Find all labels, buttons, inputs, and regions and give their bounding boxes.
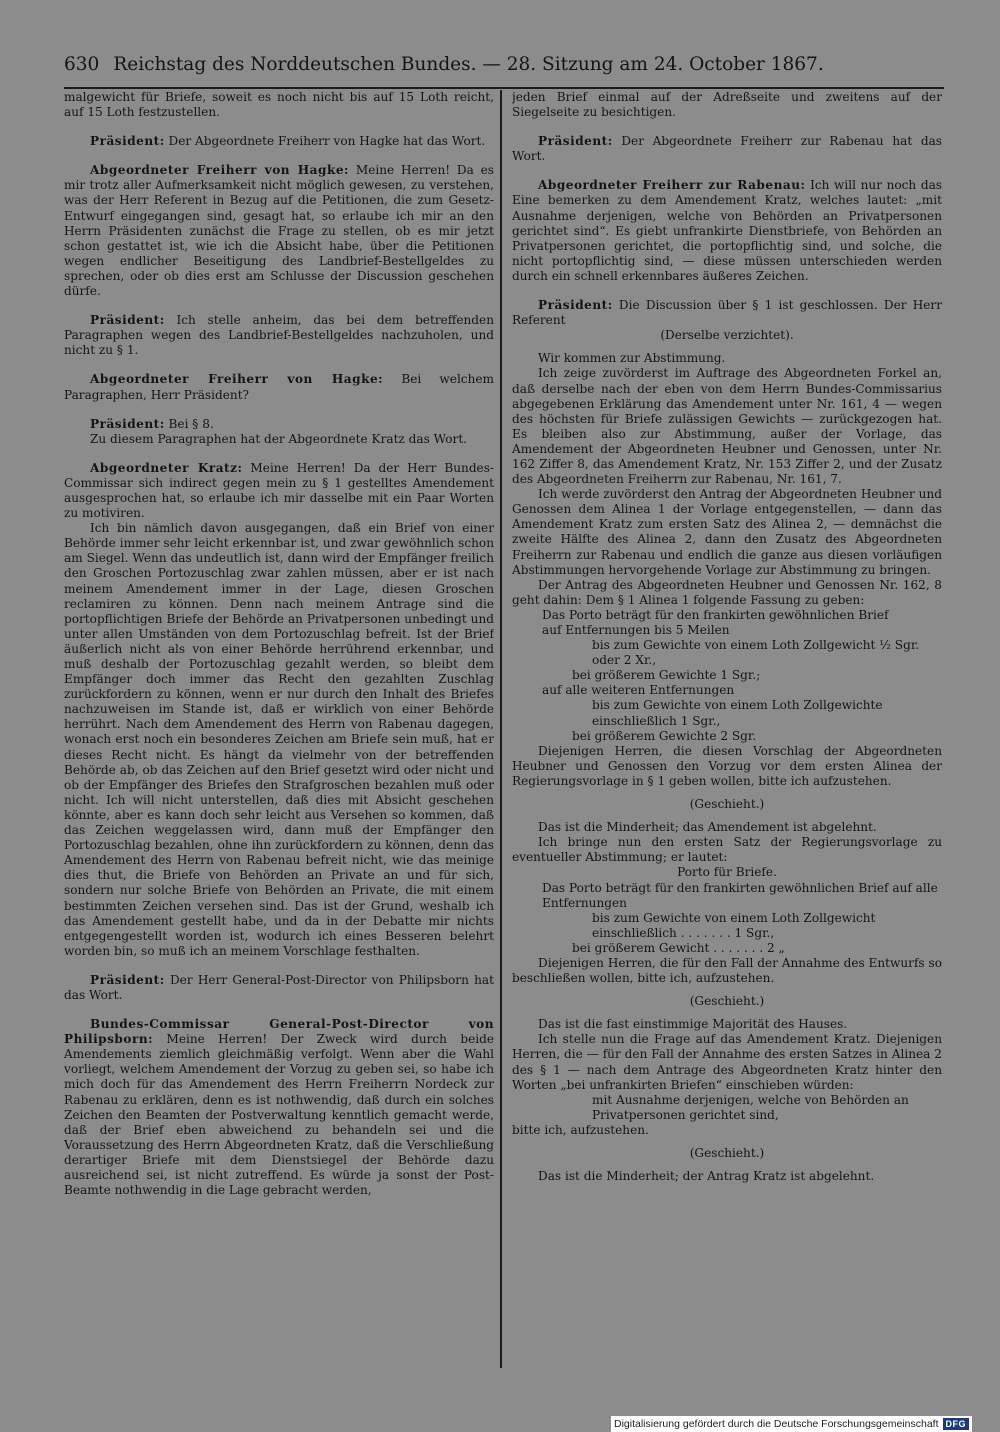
paragraph <box>64 461 494 521</box>
paragraph-text: bis zum Gewichte von einem Loth Zollgewicht einschließlich . . . . . . . 1 Sgr., <box>592 910 876 940</box>
paragraph <box>512 683 942 698</box>
paragraph <box>512 698 942 728</box>
speaker-name: Präsident: <box>538 298 613 313</box>
paragraph-text: Der Abgeordnete Freiherr zur Rabenau hat das Wort. <box>512 134 942 164</box>
paragraph <box>64 417 494 432</box>
paragraph-text: bei größerem Gewichte 1 Sgr.; <box>572 668 761 683</box>
paragraph <box>64 372 494 402</box>
paragraph-text: Das Porto beträgt für den frankirten gewöhnlichen Brief auf alle Entfernungen <box>542 880 938 910</box>
paragraph <box>512 90 942 120</box>
paragraph <box>512 623 942 638</box>
paragraph <box>512 729 942 744</box>
paragraph-text: auf alle weiteren Entfernungen <box>542 683 735 698</box>
paragraph <box>64 521 494 959</box>
speaker-name: Abgeordneter Freiherr von Hagke: <box>90 372 384 387</box>
paragraph <box>512 956 942 986</box>
paragraph-text: Ich stelle anheim, das bei dem betreffenden Paragraphen wegen des Landbrief-Bestellgeldes nachzuholen, und nicht zu § 1. <box>64 313 494 358</box>
paragraph <box>512 1017 942 1032</box>
paragraph <box>512 941 942 956</box>
speaker-name: Präsident: <box>90 972 165 987</box>
speaker-name: Präsident: <box>90 134 165 149</box>
paragraph <box>512 1093 942 1123</box>
paragraph <box>64 1017 494 1198</box>
left-column <box>64 90 494 1365</box>
paragraph-text: (Geschieht.) <box>689 994 765 1009</box>
paragraph-text: (Derselbe verzichtet). <box>660 328 794 343</box>
paragraph-text: bei größerem Gewichte 2 Sgr. <box>572 728 757 743</box>
paragraph <box>64 134 494 149</box>
paragraph-text: auf Entfernungen bis 5 Meilen <box>542 623 730 637</box>
paragraph <box>512 820 942 835</box>
paragraph <box>512 608 942 623</box>
paragraph <box>512 351 942 366</box>
paragraph <box>512 744 942 789</box>
paragraph-text: Ich werde zuvörderst den Antrag der Abgeordneten Heubner und Genossen dem Alinea 1 der Vorlage entgegenstellen, — dann das Amendement Kratz zum ersten Satz des Alinea 2, — demnächst die zweite Hälfte des Alinea 2, dann den Zusatz des Abgeordneten Freiherrn zur Rabenau und endlich die ganze aus diesen vorläufigen Abstimmungen hervorgehende Vorlage zur Abstimmung zu bringen. <box>512 487 942 577</box>
paragraph-text: Der Antrag des Abgeordneten Heubner und Genossen Nr. 162, 8 geht dahin: Dem § 1 Alinea 1 folgende Fassung zu geben: <box>512 577 942 607</box>
paragraph <box>64 163 494 299</box>
paragraph-text: Meine Herren! Da es mir trotz aller Aufmerksamkeit nicht möglich gewesen, zu verstehen, was der Herr Referent in Bezug auf die Petitionen, die zum Gesetz-Entwurf eingegangen sind, gesagt hat, so erlaube ich mir an den Herrn Präsidenten zunächst die Frage zu stellen, ob es mir jetzt schon gestattet ist, wie ich die Absicht habe, über die Petitionen wegen endlicher Beseitigung des Landbrief-Bestellgeldes zu sprechen, oder ob dies erst am Schlusse der Discussion geschehen dürfe. <box>64 163 494 299</box>
paragraph-text: (Geschieht.) <box>689 797 765 812</box>
dfg-logo: DFG <box>943 1418 970 1430</box>
paragraph-text: Meine Herren! Da der Herr Bundes-Commissar sich indirect gegen mein zu § 1 gestelltes Amendement ausgesprochen hat, so erlaube ich mir dasselbe mit ein Paar Worten zu motiviren. <box>64 460 494 521</box>
header-rule <box>64 87 944 89</box>
paragraph-text: mit Ausnahme derjenigen, welche von Behörden an Privatpersonen gerichtet sind, <box>592 1092 909 1122</box>
paragraph-text: Ich will nur noch das Eine bemerken zu dem Amendement Kratz, welches lautet: „mit Ausnahme derjenigen, welche von Behörden an Privatpersonen gerichtet sind“. Es giebt unfrankirte Dienstbriefe, von Behörden an Privatpersonen gerichtet, die portopflichtig sind, und solche, die nicht portopflichtig sind, — diese müssen unterschieden werden durch ein schnell erkennbares äußeres Zeichen. <box>512 178 942 283</box>
paragraph-text: Diejenigen Herren, die diesen Vorschlag der Abgeordneten Heubner und Genossen den Vorzug vor dem ersten Alinea der Regierungsvorlage in § 1 geben wollen, bitte ich aufzustehen. <box>512 743 942 788</box>
footer-text: Digitalisierung gefördert durch die Deutsche Forschungsgemeinschaft <box>613 1418 939 1430</box>
paragraph-text: Ich bin nämlich davon ausgegangen, daß ein Brief von einer Behörde immer sehr leicht erkennbar ist, und zwar gewöhnlich schon am Siegel. Wenn das undeutlich ist, dann wird der Empfänger freilich den Groschen Portozuschlag zwar zahlen müssen, aber er ist nach meinem Amendement immer in der Lage, diesen Groschen reclamiren zu können. Denn nach meinem Antrage sind die portopflichtigen Briefe der Behörde an Privatpersonen unbedingt und unter allen Umständen von dem Portozuschlag befreit. Ist der Brief äußerlich nicht als von einer Behörde herrührend erkennbar, und muß deshalb der Portozuschlag gezahlt werden, so bleibt dem Empfänger doch immer das Recht den gezahlten Zuschlag zurückfordern zu können, wenn er nur durch den Inhalt des Briefes nachzuweisen im Stande ist, daß er wirklich von einer Behörde herrührt. Nach dem Amendement des Herrn von Rabenau dagegen, wonach erst noch ein besonderes Zeichen am Briefe sein muß, hat er dieses Recht nicht. Es hängt da vielmehr von der betreffenden Behörde ab, ob das Zeichen auf den Brief gesetzt wird oder nicht und ob der Empfänger des Briefes den Strafgroschen bezahlen muß oder nicht. Ich will nicht unterstellen, daß dies mit Absicht geschehen könnte, aber es kann doch sehr leicht aus Versehen so kommen, daß das Zeichen weggelassen wird, dann muß der Empfänger den Portozuschlag bezahlen, ohne ihn zurückfordern zu können, denn das Amendement des Herrn von Rabenau befreit nicht, wie das meinige dies thut, die Briefe von Behörden an Private an und für sich, sondern nur solche Briefe von Behörden an Private, die mit einem bestimmten Zeichen versehen sind. Das ist der Grund, weshalb ich das Amendement gestellt habe, und da in der Debatte mir nichts entgegengestellt worden ist, wodurch ich eines Besseren belehrt worden bin, so muß ich an meinem Vorschlage festhalten. <box>64 521 494 958</box>
speaker-name: Präsident: <box>90 416 165 431</box>
paragraph <box>512 178 942 284</box>
paragraph-text: Ich bringe nun den ersten Satz der Regierungsvorlage zu eventueller Abstimmung; er lautet: <box>512 835 942 865</box>
paragraph-text: Die Discussion über § 1 ist geschlossen. Der Herr Referent <box>512 298 942 328</box>
paragraph <box>512 328 942 343</box>
paragraph <box>512 298 942 328</box>
page-header <box>64 54 944 84</box>
paragraph <box>512 865 942 880</box>
paragraph <box>64 432 494 447</box>
paragraph <box>512 911 942 941</box>
paragraph-text: Der Abgeordnete Freiherr von Hagke hat das Wort. <box>164 134 486 149</box>
paragraph-text: jeden Brief einmal auf der Adreßseite und zweitens auf der Siegelseite zu besichtigen. <box>512 90 942 120</box>
paragraph-text: bei größerem Gewicht . . . . . . . 2 „ <box>572 940 785 955</box>
paragraph-text: bis zum Gewichte von einem Loth Zollgewichte einschließlich 1 Sgr., <box>592 698 883 728</box>
speaker-name: Präsident: <box>538 134 613 149</box>
paragraph-text: Meine Herren! Der Zweck wird durch beide Amendements ziemlich gleichmäßig verfolgt. Wenn aber die Wahl vorliegt, welchem Amendement der Vorzug zu geben sei, so habe ich mich doch für das Amendement des Herrn Freiherrn Nordeck zur Rabenau zu erklären, denn es ist nothwendig, daß durch ein solches Zeichen den Beamten der Postverwaltung kenntlich gemacht werde, daß der Brief eben abweichend zu behandeln sei und die Voraussetzung des Herrn Abgeordneten Kratz, daß die Verschließung derartiger Briefe mit dem Dienstsiegel der Behörde dazu ausreichend sei, ist nicht zutreffend. Es würde ja sonst der Post-Beamte nothwendig in die Lage gebracht werden, <box>64 1032 494 1198</box>
right-column <box>512 90 942 1365</box>
paragraph-text: Das ist die Minderheit; das Amendement ist abgelehnt. <box>538 820 877 835</box>
paragraph <box>512 1169 942 1184</box>
paragraph-text: Porto für Briefe. <box>677 865 777 880</box>
paragraph <box>512 578 942 608</box>
paragraph <box>512 1032 942 1092</box>
paragraph <box>64 973 494 1003</box>
speaker-name: Abgeordneter Freiherr zur Rabenau: <box>538 178 806 193</box>
paragraph <box>512 487 942 578</box>
paragraph <box>512 134 942 164</box>
paragraph-text: Der Herr General-Post-Director von Philipsborn hat das Wort. <box>64 972 494 1002</box>
speaker-name: Abgeordneter Kratz: <box>90 460 243 475</box>
paragraph <box>64 313 494 358</box>
paragraph <box>512 668 942 683</box>
paragraph-text: Ich stelle nun die Frage auf das Amendement Kratz. Diejenigen Herren, die — für den Fall der Annahme des ersten Satzes in Alinea 2 des § 1 — nach dem Antrage des Abgeordneten Kratz hinter den Worten „bei unfrankirten Briefen“ einschieben würden: <box>512 1032 942 1092</box>
paragraph-text: Das Porto beträgt für den frankirten gewöhnlichen Brief <box>542 607 889 622</box>
paragraph <box>512 638 942 668</box>
paragraph <box>512 994 942 1009</box>
paragraph-text: (Geschieht.) <box>689 1146 765 1160</box>
column-divider <box>500 90 502 1368</box>
paragraph <box>512 366 942 487</box>
paragraph <box>512 835 942 865</box>
speaker-name: Bundes-Commissar General-Post-Director von Philipsborn: <box>64 1017 494 1047</box>
paragraph <box>512 1123 942 1138</box>
running-title: Reichstag des Norddeutschen Bundes. — 28. Sitzung am 24. October 1867. <box>113 54 824 75</box>
paragraph <box>512 1146 942 1161</box>
speaker-name: Präsident: <box>90 313 165 328</box>
page-number: 630 <box>64 54 100 75</box>
paragraph-text: Bei welchem Paragraphen, Herr Präsident? <box>64 372 494 402</box>
paragraph <box>512 881 942 911</box>
speaker-name: Abgeordneter Freiherr von Hagke: <box>90 163 350 178</box>
paragraph <box>64 90 494 120</box>
paragraph-text: bis zum Gewichte von einem Loth Zollgewicht ½ Sgr. oder 2 Xr., <box>592 638 920 668</box>
paragraph-text: Diejenigen Herren, die für den Fall der Annahme des Entwurfs so beschließen wollen, bitte ich, aufzustehen. <box>512 955 942 986</box>
paragraph-text: Wir kommen zur Abstimmung. <box>538 351 726 366</box>
footer-credit <box>611 1416 972 1432</box>
paragraph-text: Zu diesem Paragraphen hat der Abgeordnete Kratz das Wort. <box>90 431 468 446</box>
paragraph-text: Ich zeige zuvörderst im Auftrage des Abgeordneten Forkel an, daß derselbe nach der eben von dem Herrn Bundes-Commissarius abgegebenen Erklärung das Amendement unter Nr. 161, 4 — wegen des höchsten für Briefe zulässigen Gewichts — zurückgezogen hat. Es bleiben also zur Abstimmung, außer der Vorlage, das Amendement der Abgeordneten Heubner und Genossen, unter Nr. 162 Ziffer 8, das Amendement Kratz, Nr. 153 Ziffer 2, und der Zusatz des Abgeordneten Freiherrn zur Rabenau, Nr. 161, 7. <box>512 366 942 487</box>
paragraph-text: Das ist die fast einstimmige Majorität des Hauses. <box>538 1017 848 1032</box>
paragraph-text: bitte ich, aufzustehen. <box>512 1122 649 1137</box>
paragraph-text: Das ist die Minderheit; der Antrag Kratz ist abgelehnt. <box>538 1169 875 1184</box>
paragraph-text: Bei § 8. <box>164 416 214 431</box>
paragraph <box>512 797 942 812</box>
paragraph-text: malgewicht für Briefe, soweit es noch nicht bis auf 15 Loth reicht, auf 15 Loth festzustellen. <box>64 90 494 120</box>
